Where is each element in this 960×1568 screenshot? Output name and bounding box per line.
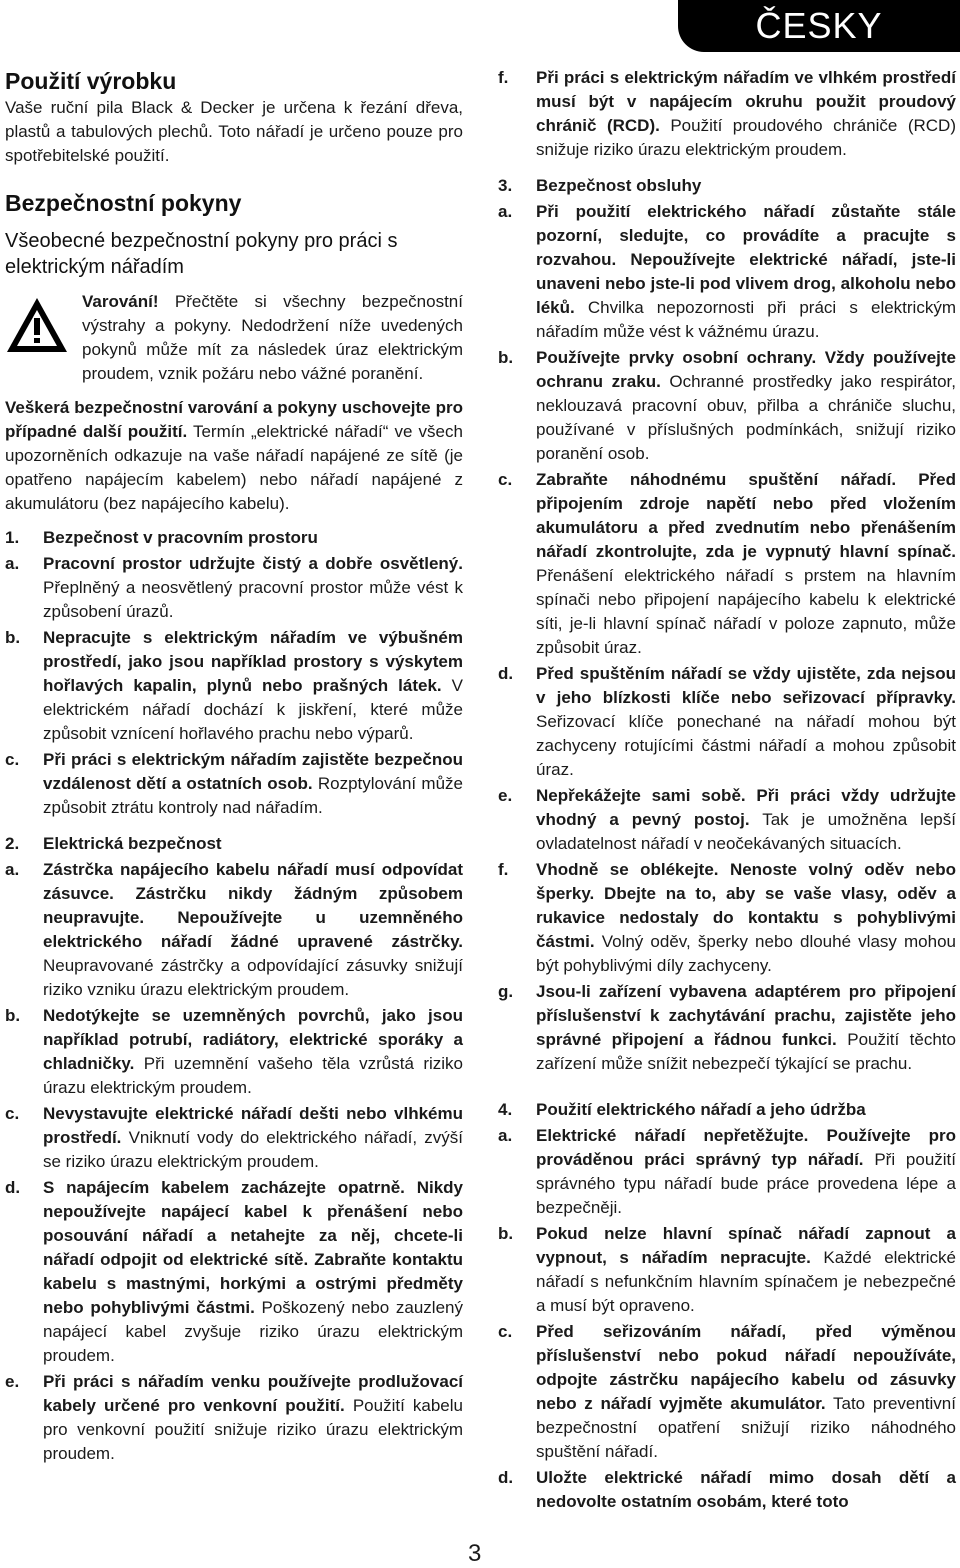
- warning-label: Varování!: [82, 292, 159, 311]
- list-item: [498, 784, 956, 856]
- warning-block: [5, 290, 463, 386]
- list-item: [5, 1102, 463, 1174]
- section-2-heading: [5, 832, 463, 856]
- section-3-heading: [498, 174, 956, 198]
- item-plain-text: Volný oděv, šperky nebo dlouhé vlasy mohou být pohyblivými díly zachyceny.: [536, 932, 956, 975]
- list-item: [498, 346, 956, 466]
- item-label: a.: [498, 202, 513, 221]
- section-2-list-continued: [498, 66, 956, 162]
- item-label: c.: [5, 750, 20, 769]
- item-text: [536, 346, 956, 466]
- item-bold-text: Uložte elektrické nářadí mimo dosah dětí a nedovolte ostatním osobám, které toto: [536, 1468, 956, 1511]
- warning-triangle-icon: [5, 296, 69, 354]
- item-plain-text: Tato preventivní bezpečnostní opatření snižují riziko náhodného spuštění nářadí.: [536, 1394, 956, 1461]
- item-plain-text: Vniknutí vody do elektrického nářadí, zvýší se riziko úrazu elektrickým proudem.: [43, 1128, 463, 1171]
- item-text: [536, 980, 956, 1076]
- item-text: [536, 784, 956, 856]
- item-bold-text: Pracovní prostor udržujte čistý a dobře osvětlený.: [43, 554, 463, 573]
- item-bold-text: Nedotýkejte se uzemněných povrchů, jako jsou například potrubí, radiátory, elektrické sporáky a chladničky.: [43, 1006, 463, 1073]
- item-bold-text: Nevystavujte elektrické nářadí dešti nebo vlhkému prostředí.: [43, 1104, 463, 1147]
- item-text: [536, 1466, 956, 1514]
- item-bold-text: Před seřizováním nářadí, před výměnou příslušenství nebo pokud nářadí nepoužíváte, odpojte zástrčku napájecího kabelu od zásuvky nebo z nářadí vyjměte akumulátor.: [536, 1322, 956, 1413]
- list-item: [5, 1004, 463, 1100]
- item-plain-text: Při uzemnění vašeho těla vzrůstá riziko úrazu elektrickým proudem.: [43, 1054, 463, 1097]
- section-4-list: [498, 1124, 956, 1514]
- item-text: [536, 66, 956, 162]
- item-bold-text: Zástrčka napájecího kabelu nářadí musí odpovídat zásuvce. Zástrčku nikdy žádným způsobem neupravujte. Nepoužívejte u uzemněného elektrického nářadí žádné upravené zástrčky.: [43, 860, 463, 951]
- item-text: [43, 748, 463, 820]
- item-label: f.: [498, 68, 509, 87]
- section-2-list: [5, 858, 463, 1466]
- list-item: [5, 626, 463, 746]
- item-plain-text: Neupravované zástrčky a odpovídající zásuvky snižují riziko vzniku úrazu elektrickým proudem.: [43, 956, 463, 999]
- item-text: [536, 200, 956, 344]
- section-3-list: [498, 200, 956, 1076]
- list-item: [498, 1320, 956, 1464]
- item-label: a.: [5, 860, 20, 879]
- item-plain-text: Seřizovací klíče ponechané na nářadí mohou být zachyceny rotujícími částmi nářadí a mohou způsobit úraz.: [536, 712, 956, 779]
- list-item: [498, 662, 956, 782]
- item-text: [43, 1004, 463, 1100]
- item-bold-text: Nepracujte s elektrickým nářadím ve výbušném prostředí, jako jsou například prostory s výskytem hořlavých kapalin, plynů nebo prašných látek.: [43, 628, 463, 695]
- item-text: [536, 1320, 956, 1464]
- item-plain-text: Chvilka nepozornosti při práci s elektrickým nářadím může vést k vážnému úrazu.: [536, 298, 956, 341]
- item-label: a.: [5, 554, 20, 573]
- page-number: 3: [468, 1540, 482, 1567]
- list-item: [498, 66, 956, 162]
- item-text: [536, 1124, 956, 1220]
- language-tab: ČESKY: [678, 0, 960, 52]
- item-text: [43, 552, 463, 624]
- item-plain-text: Přenášení elektrického nářadí s prstem na hlavním spínači nebo připojení napájecího kabelu k elektrické síti, je-li hlavní spínač nářadí v poloze zapnuto, může způsobit úraz.: [536, 566, 956, 657]
- list-item: [498, 468, 956, 660]
- item-bold-text: Při použití elektrického nářadí zůstaňte stále pozorní, sledujte, co provádíte a pracujte s rozvahou. Nepoužívejte elektrické nářadí, jste-li unaveni nebo jste-li pod vlivem drog, alkoholu nebo léků.: [536, 202, 956, 317]
- item-label: f.: [498, 860, 509, 879]
- keep-text: Termín „elektrické nářadí“ ve všech upozorněních odkazuje na vaše nářadí napájené ze sítě (je opatřeno napájecím kabelem) nebo nářadí napájené z akumulátoru (bez napájecího kabelu).: [5, 422, 463, 513]
- list-item: [5, 858, 463, 1002]
- item-bold-text: S napájecím kabelem zacházejte opatrně. Nikdy nepoužívejte napájecí kabel k přenášení nebo posouvání nářadí a netahejte za něj, chcete-li nářadí odpojit od elektrické sítě. Zabraňte kontaktu kabelu s mastnými, horkými a ostrými předměty nebo pohyblivými částmi.: [43, 1178, 463, 1317]
- item-label: d.: [498, 1468, 514, 1487]
- list-item: [498, 1124, 956, 1220]
- item-label: c.: [498, 470, 513, 489]
- list-item: [498, 980, 956, 1076]
- warning-text: Přečtěte si všechny bezpečnostní výstrahy a pokyny. Nedodržení níže uvedených pokynů může mít za následek úraz elektrickým proudem, vznik požáru nebo vážné poranění.: [82, 292, 463, 383]
- item-text: [536, 858, 956, 978]
- item-text: [43, 1102, 463, 1174]
- safety-title: Bezpečnostní pokyny: [5, 190, 242, 216]
- right-column: [498, 66, 956, 1516]
- item-bold-text: Zabraňte náhodnému spuštění nářadí. Před připojením zdroje napětí nebo před vložením akumulátoru a před zvednutím nebo přenášením nářadí zkontrolujte, zda je vypnutý hlavní spínač.: [536, 470, 956, 561]
- item-plain-text: Použití proudového chrániče (RCD) snižuje riziko úrazu elektrickým proudem.: [536, 116, 956, 159]
- item-text: [43, 626, 463, 746]
- item-label: b.: [498, 1224, 514, 1243]
- list-item: [5, 1176, 463, 1368]
- item-text: [43, 1370, 463, 1466]
- left-column: [5, 66, 463, 1468]
- item-plain-text: V elektrickém nářadí dochází k jiskření, které může způsobit vznícení hořlavého prachu nebo výparů.: [43, 676, 464, 743]
- item-bold-text: Vhodně se oblékejte. Nenoste volný oděv nebo šperky. Dbejte na to, aby se vaše vlasy, oděv a rukavice nedostaly do kontaktu s pohyblivými částmi.: [536, 860, 956, 951]
- section-number: 3.: [498, 176, 513, 195]
- keep-instructions: [5, 396, 463, 516]
- item-label: e.: [498, 786, 513, 805]
- item-plain-text: Použití kabelu pro venkovní použití snižuje riziko úrazu elektrickým proudem.: [43, 1396, 463, 1463]
- item-label: c.: [5, 1104, 20, 1123]
- section-title: Bezpečnost obsluhy: [536, 176, 702, 195]
- list-item: [498, 200, 956, 344]
- list-item: [5, 552, 463, 624]
- section-title: Použití elektrického nářadí a jeho údržba: [536, 1100, 866, 1119]
- list-item: [498, 1222, 956, 1318]
- item-plain-text: Při použití správného typu nářadí bude práce provedena lépe a bezpečněji.: [536, 1150, 956, 1217]
- section-1-list: [5, 552, 463, 820]
- item-label: b.: [5, 1006, 21, 1025]
- item-text: [536, 662, 956, 782]
- item-bold-text: Nepřekážejte sami sobě. Při práci vždy udržujte vhodný a pevný postoj.: [536, 786, 956, 829]
- section-number: 1.: [5, 528, 20, 547]
- usage-text: Vaše ruční pila Black & Decker je určena k řezání dřeva, plastů a tabulových plechů. Toto nářadí je určeno pouze pro spotřebitelské použití.: [5, 98, 463, 165]
- item-plain-text: Použití těchto zařízení může snížit nebezpečí týkající se prachu.: [536, 1030, 956, 1073]
- item-label: b.: [498, 348, 514, 367]
- section-title: Elektrická bezpečnost: [43, 834, 222, 853]
- item-bold-text: Při práci s elektrickým nářadím zajistěte bezpečnou vzdálenost dětí a ostatních osob.: [43, 750, 463, 793]
- item-bold-text: Elektrické nářadí nepřetěžujte. Používejte pro prováděnou práci správný typ nářadí.: [536, 1126, 956, 1169]
- item-label: d.: [5, 1178, 21, 1197]
- item-text: [43, 858, 463, 1002]
- item-bold-text: Před spuštěním nářadí se vždy ujistěte, zda nejsou v jeho blízkosti klíče nebo seřizovací přípravky.: [536, 664, 956, 707]
- item-label: b.: [5, 628, 21, 647]
- item-plain-text: Tak je umožněna lepší ovladatelnost nářadí v neočekávaných situacích.: [536, 810, 956, 853]
- item-plain-text: Rozptylování může způsobit ztrátu kontroly nad nářadím.: [43, 774, 463, 817]
- item-bold-text: Používejte prvky osobní ochrany. Vždy používejte ochranu zraku.: [536, 348, 956, 391]
- item-label: d.: [498, 664, 514, 683]
- item-text: [43, 1176, 463, 1368]
- item-label: g.: [498, 982, 514, 1001]
- list-item: [5, 1370, 463, 1466]
- item-text: [536, 1222, 956, 1318]
- section-4-heading: [498, 1098, 956, 1122]
- section-number: 2.: [5, 834, 20, 853]
- item-label: e.: [5, 1372, 20, 1391]
- keep-bold: Veškerá bezpečnostní varování a pokyny uschovejte pro případné další použití.: [5, 398, 463, 441]
- section-number: 4.: [498, 1100, 513, 1119]
- section-title: Bezpečnost v pracovním prostoru: [43, 528, 318, 547]
- section-1-heading: [5, 526, 463, 550]
- item-label: a.: [498, 1126, 513, 1145]
- list-item: [498, 1466, 956, 1514]
- item-bold-text: Při práci s nářadím venku používejte prodlužovací kabely určené pro venkovní použití.: [43, 1372, 463, 1415]
- item-text: [536, 468, 956, 660]
- usage-title: Použití výrobku: [5, 68, 177, 94]
- item-plain-text: Přeplněný a neosvětlený pracovní prostor může vést k způsobení úrazů.: [43, 578, 463, 621]
- list-item: [5, 748, 463, 820]
- item-bold-text: Při práci s elektrickým nářadím ve vlhkém prostředí musí být v napájecím okruhu použit proudový chránič (RCD).: [536, 68, 956, 135]
- item-bold-text: Jsou-li zařízení vybavena adaptérem pro připojení příslušenství k zachytávání prachu, zajistěte jeho správné připojení a řádnou funkci.: [536, 982, 956, 1049]
- list-item: [498, 858, 956, 978]
- safety-subtitle: Všeobecné bezpečnostní pokyny pro práci s elektrickým nářadím: [5, 230, 398, 278]
- item-plain-text: Ochranné prostředky jako respirátor, neklouzavá pracovní obuv, přilba a chrániče sluchu, používané v příslušných podmínkách, snižují riziko poranění osob.: [536, 372, 956, 463]
- item-plain-text: Každé elektrické nářadí s nefunkčním hlavním spínačem je nebezpečné a musí být opraveno.: [536, 1248, 957, 1315]
- item-plain-text: Poškozený nebo zauzlený napájecí kabel zvyšuje riziko úrazu elektrickým proudem.: [43, 1298, 463, 1365]
- item-bold-text: Pokud nelze hlavní spínač nářadí zapnout a vypnout, s nářadím nepracujte.: [536, 1224, 956, 1267]
- item-label: c.: [498, 1322, 513, 1341]
